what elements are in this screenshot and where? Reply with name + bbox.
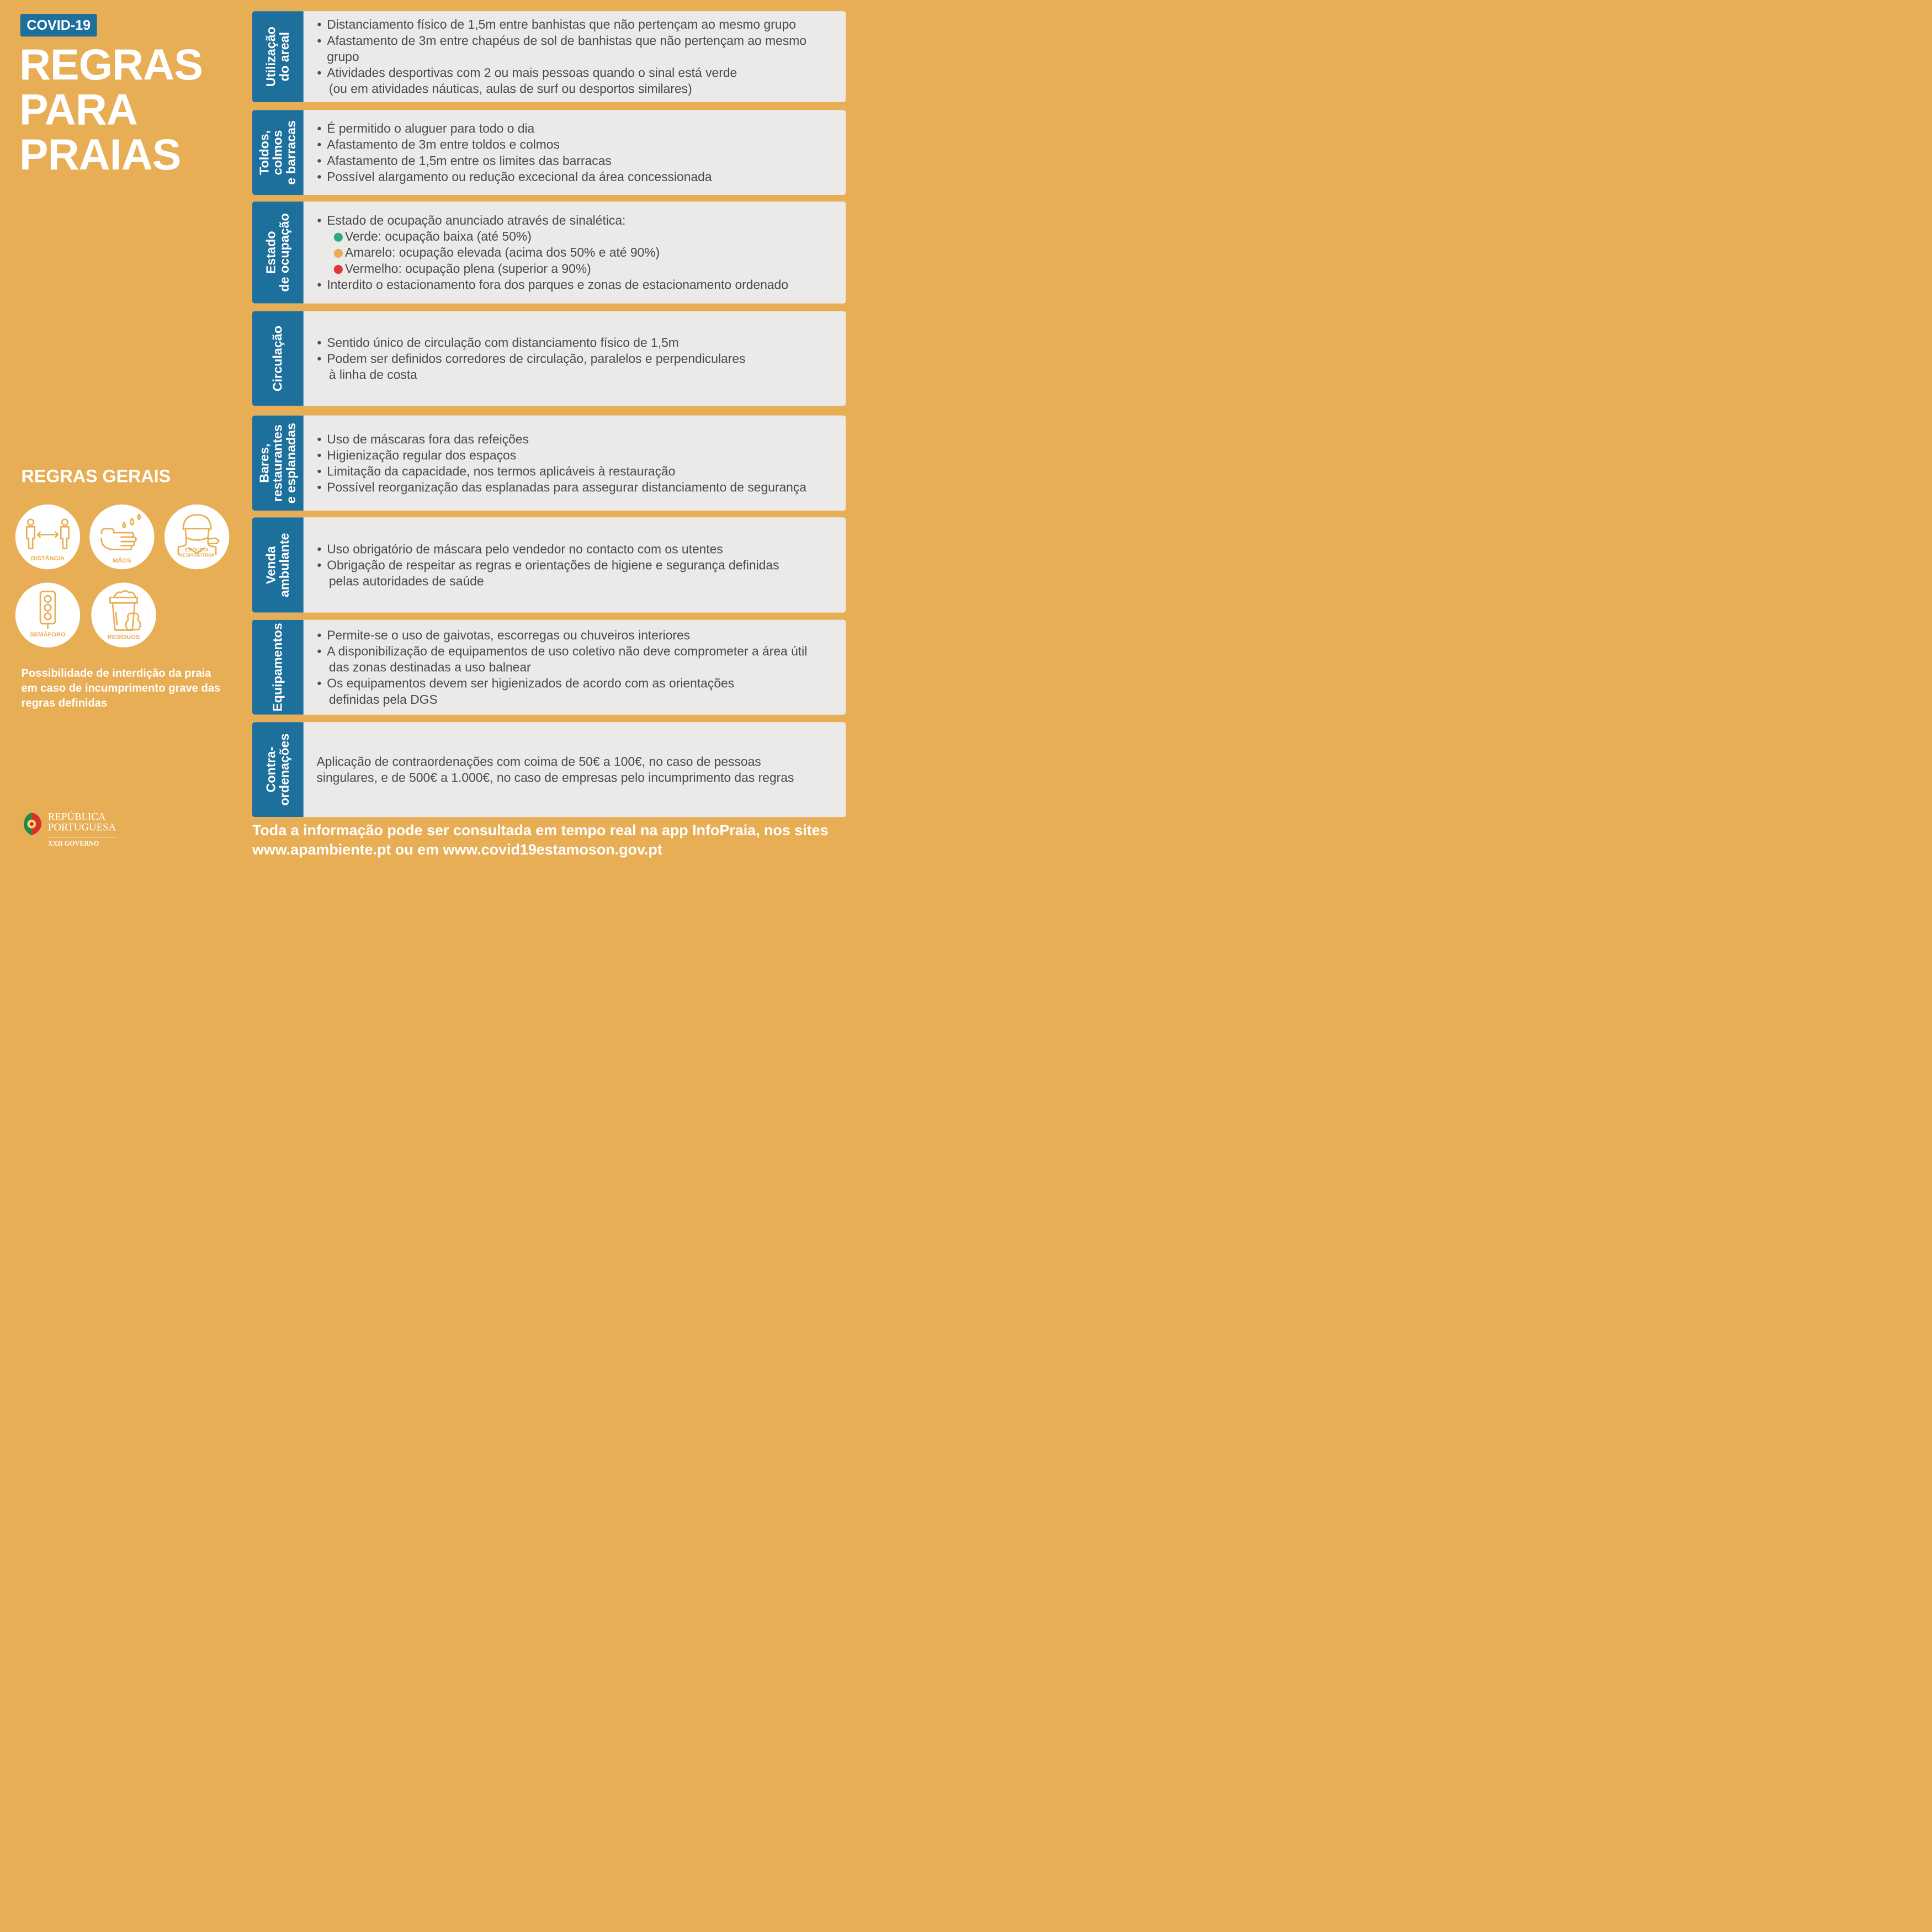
list-item — [316, 65, 841, 97]
occupancy-level-yellow — [316, 245, 841, 261]
panel-bares — [252, 416, 846, 511]
list-item-text: Podem ser definidos corredores de circulação, paralelos e perpendiculares — [327, 351, 746, 366]
level-text: Amarelo: ocupação elevada (acima dos 50% e até 90%) — [344, 245, 660, 260]
list-item: • Afastamento de 1,5m entre os limites das barracas — [316, 152, 841, 168]
panel-content — [316, 17, 841, 97]
list-item: • Sentido único de circulação com distanciamento físico de 1,5m — [316, 335, 841, 351]
panel-side — [252, 722, 304, 817]
list-item: • Possível reorganização das esplanadas para assegurar distanciamento de segurança — [316, 479, 841, 495]
mask-label — [164, 548, 229, 558]
hands-label: MÃOS — [113, 556, 131, 564]
mask-icon — [164, 505, 229, 569]
list-item — [316, 643, 841, 675]
list-item: • Uso obrigatório de máscara pelo vendedor no contacto com os utentes — [316, 541, 841, 557]
list-item: • Uso de máscaras fora das refeições — [316, 431, 841, 447]
panel-content — [316, 213, 841, 293]
list-item: • Afastamento de 3m entre toldos e colmos — [316, 136, 841, 152]
footer-note — [252, 820, 856, 859]
panel-estado — [252, 201, 846, 304]
panel-content — [316, 335, 841, 383]
occupancy-level-red — [316, 261, 841, 277]
list-item — [316, 675, 841, 707]
yellow-dot-icon — [334, 249, 343, 258]
panel-content — [316, 431, 841, 495]
panel-circulacao — [252, 311, 846, 406]
panel-equipamentos — [252, 620, 846, 715]
paragraph-line: singulares, e de 500€ a 1.000€, no caso de empresas pelo incumprimento das regras — [316, 770, 794, 785]
panel-side — [252, 620, 304, 715]
list-item-cont: (ou em atividades náuticas, aulas de surf ou desportos similares) — [328, 82, 692, 96]
waste-badge — [91, 582, 156, 647]
logo-subtitle: XXII GOVERNO — [47, 840, 99, 847]
logo-line: REPÚBLICA — [47, 811, 106, 823]
panel-side — [252, 201, 304, 304]
title-line: PARA — [19, 85, 137, 134]
distance-label: DISTÂNCIA — [30, 555, 65, 562]
covid-tag: COVID-19 — [20, 14, 97, 36]
list-item-text: A disponibilização de equipamentos de uso coletivo não deve comprometer a área útil — [327, 644, 808, 659]
panel-heading: Contra- ordenações — [264, 733, 292, 806]
traffic-light-badge — [15, 582, 80, 647]
general-rules-title: REGRAS GERAIS — [21, 466, 171, 486]
level-text: Vermelho: ocupação plena (superior a 90%) — [344, 261, 591, 276]
title-line: PRAIAS — [19, 130, 181, 179]
list-item-cont: pelas autoridades de saúde — [328, 574, 484, 588]
list-item-cont: à linha de costa — [328, 367, 417, 382]
panel-heading: Equipamentos — [270, 623, 285, 712]
list-item-text: Obrigação de respeitar as regras e orientações de higiene e segurança definidas — [327, 558, 779, 572]
list-item-text: Os equipamentos devem ser higienizados de acordo com as orientações — [327, 676, 735, 691]
list-item-text: Atividades desportivas com 2 ou mais pessoas quando o sinal está verde — [327, 65, 737, 80]
traffic-light-label: SEMÁFORO — [30, 631, 66, 638]
mask-badge — [164, 505, 229, 569]
level-text: Verde: ocupação baixa (até 50%) — [344, 229, 532, 244]
list-item — [316, 557, 841, 589]
panel-heading: Estado de ocupação — [264, 213, 292, 292]
panel-areal — [252, 11, 846, 102]
logo-text — [48, 811, 116, 832]
footer-line: www.apambiente.pt ou em www.covid19estamoson.gov.pt — [252, 841, 662, 858]
panel-side — [252, 517, 304, 612]
distance-badge — [15, 505, 80, 569]
panel-content — [316, 120, 841, 184]
panel-heading: Bares, restaurantes e esplanadas — [257, 422, 299, 504]
list-item: • É permitido o aluguer para todo o dia — [316, 120, 841, 136]
list-item: • Possível alargamento ou redução excecional da área concessionada — [316, 168, 841, 184]
red-dot-icon — [334, 265, 343, 274]
page-title — [19, 42, 203, 177]
republica-logo — [22, 811, 126, 851]
panel-side — [252, 311, 304, 406]
waste-label: RESÍDUOS — [107, 633, 140, 641]
title-line: REGRAS — [19, 40, 203, 89]
list-item: • Distanciamento físico de 1,5m entre banhistas que não pertençam ao mesmo grupo — [316, 17, 841, 33]
panel-side — [252, 416, 304, 511]
panel-heading: Utilização do areal — [264, 26, 292, 87]
occupancy-level-green — [316, 229, 841, 245]
paragraph-line: Aplicação de contraordenações com coima de 50€ a 100€, no caso de pessoas — [316, 754, 761, 769]
coat-of-arms-icon — [22, 811, 44, 836]
footer-line: Toda a informação pode ser consultada em tempo real na app InfoPraia, nos sites — [252, 821, 829, 838]
hands-badge — [89, 505, 154, 569]
list-item: • Interdito o estacionamento fora dos parques e zonas de estacionamento ordenado — [316, 277, 841, 293]
interdiction-note: Possibilidade de interdição da praia em caso de incumprimento grave das regras definidas — [21, 666, 221, 709]
panel-content — [316, 627, 841, 708]
list-item: • Permite-se o uso de gaivotas, escorregas ou chuveiros interiores — [316, 627, 841, 643]
panel-side — [252, 110, 304, 195]
list-item-cont: definidas pela DGS — [328, 692, 438, 707]
list-item-cont: das zonas destinadas a uso balnear — [328, 660, 531, 675]
panel-heading: Toldos, colmos e barracas — [257, 120, 299, 185]
green-dot-icon — [334, 233, 343, 242]
list-item: • Afastamento de 3m entre chapéus de sol de banhistas que não pertençam ao mesmo grupo — [316, 33, 841, 65]
logo-line: PORTUGUESA — [47, 821, 116, 833]
mask-label-line: ETIQUETA — [185, 547, 209, 553]
panel-content — [316, 541, 841, 589]
panel-venda — [252, 517, 846, 612]
panel-toldos — [252, 110, 846, 195]
page — [0, 0, 866, 866]
panel-content — [316, 753, 841, 785]
list-item — [316, 351, 841, 383]
list-item: • Limitação da capacidade, nos termos aplicáveis à restauração — [316, 463, 841, 479]
list-item: • Estado de ocupação anunciado através de sinalética: — [316, 213, 841, 229]
panel-contraordenacoes — [252, 722, 846, 817]
list-item: • Higienização regular dos espaços — [316, 447, 841, 463]
panel-heading: Venda ambulante — [264, 533, 292, 597]
panel-side — [252, 11, 304, 102]
panel-heading: Circulação — [270, 325, 285, 391]
mask-label-line: RESPIRATÓRIA — [179, 553, 215, 558]
